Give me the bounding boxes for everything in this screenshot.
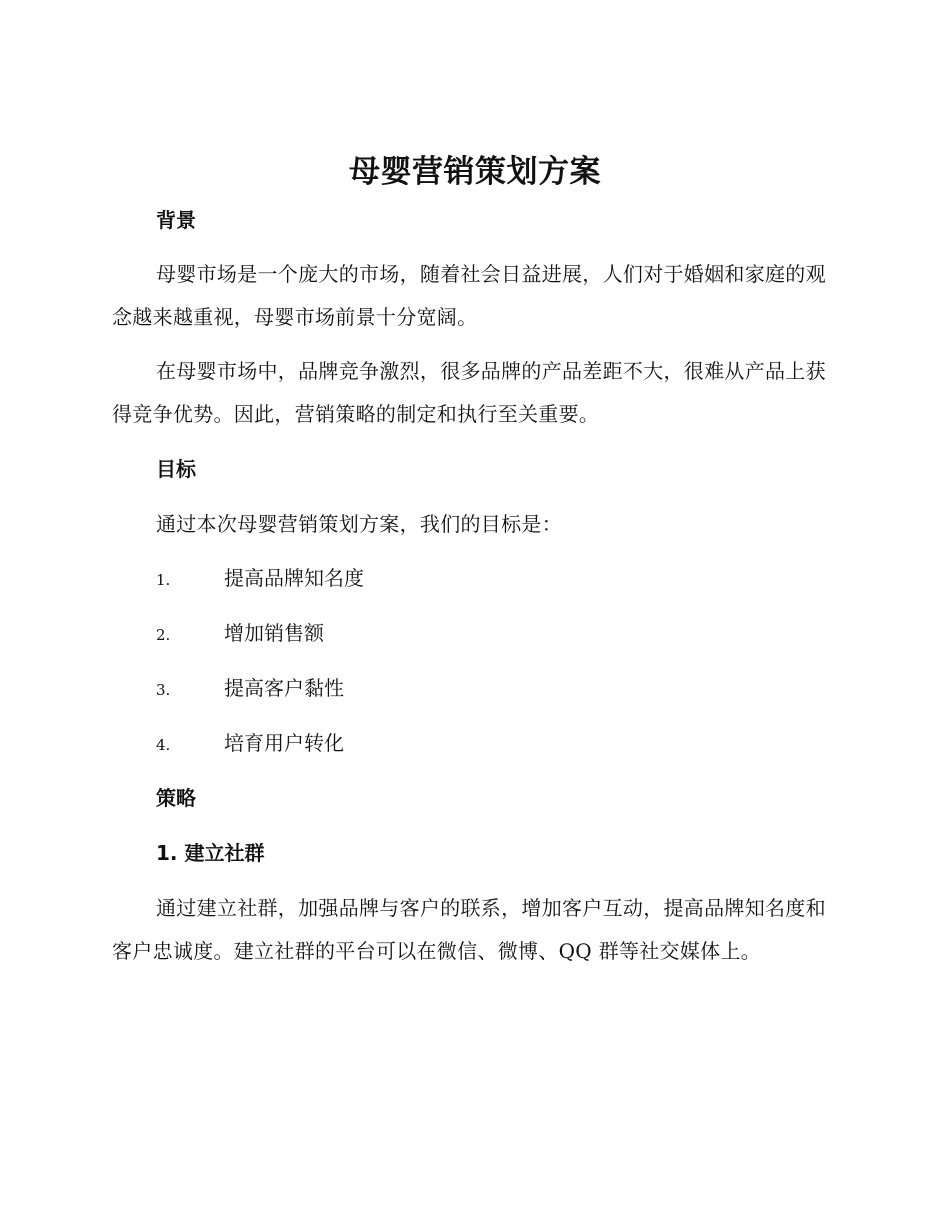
list-text: 增加销售额 bbox=[224, 621, 324, 645]
list-number: 3. bbox=[156, 681, 171, 699]
list-number: 4. bbox=[156, 736, 171, 754]
list-text: 培育用户转化 bbox=[224, 731, 344, 755]
list-text: 提高客户黏性 bbox=[224, 676, 344, 700]
list-number: 1. bbox=[156, 571, 171, 589]
goals-intro: 通过本次母婴营销策划方案，我们的目标是： bbox=[156, 512, 562, 536]
document-title: 母婴营销策划方案 bbox=[349, 154, 601, 190]
background-paragraph-1: 母婴市场是一个庞大的市场，随着社会日益进展，人们对于婚姻和家庭的观念越来越重视，母婴市场前景十分宽阔。 bbox=[112, 262, 826, 329]
list-text: 提高品牌知名度 bbox=[224, 566, 364, 590]
list-number: 2. bbox=[156, 626, 171, 644]
background-paragraph-2: 在母婴市场中，品牌竞争激烈，很多品牌的产品差距不大，很难从产品上获得竞争优势。因此，营销策略的制定和执行至关重要。 bbox=[112, 359, 826, 426]
section-heading-goals: 目标 bbox=[156, 457, 196, 481]
strategy-subheading: 1. 建立社群 bbox=[156, 841, 265, 865]
section-heading-strategy: 策略 bbox=[156, 786, 196, 810]
section-heading-background: 背景 bbox=[156, 208, 196, 232]
strategy-paragraph: 通过建立社群，加强品牌与客户的联系，增加客户互动，提高品牌知名度和客户忠诚度。建立社群的平台可以在微信、微博、QQ 群等社交媒体上。 bbox=[112, 896, 826, 963]
